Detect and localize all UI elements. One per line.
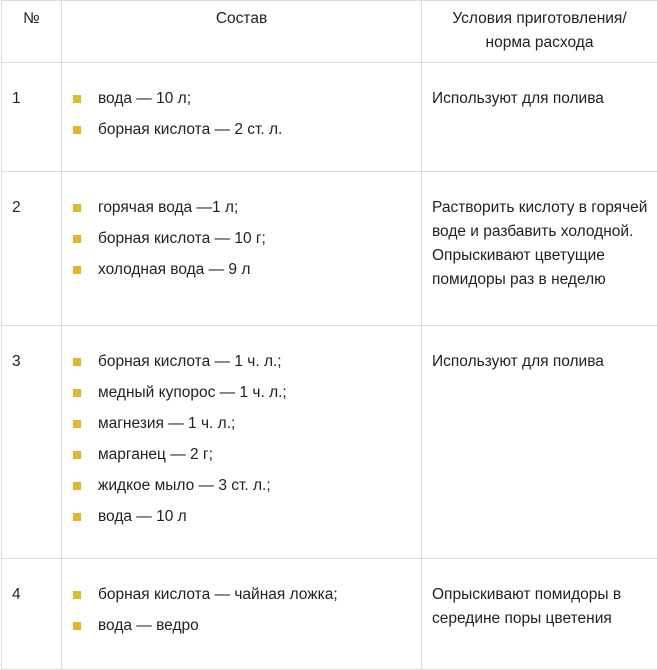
header-composition: Состав — [62, 1, 422, 63]
table-header-row — [2, 1, 657, 63]
ingredient-text: медный купорос — 1 ч. л.; — [98, 384, 287, 401]
square-bullet-icon — [73, 95, 81, 103]
list-item — [72, 505, 415, 529]
ingredient-text: холодная вода — 9 л — [98, 261, 250, 278]
table-row — [2, 326, 657, 559]
row-number: 2 — [2, 172, 62, 326]
ingredient-list — [72, 350, 415, 529]
row-number: 3 — [2, 326, 62, 559]
composition-cell — [62, 172, 422, 326]
condition-cell: Используют для полива — [422, 326, 657, 559]
square-bullet-icon — [73, 389, 81, 397]
condition-cell: Используют для полива — [422, 63, 657, 172]
ingredient-text: вода — ведро — [98, 617, 199, 634]
ingredient-text: борная кислота — 1 ч. л.; — [98, 353, 282, 370]
ingredient-text: магнезия — 1 ч. л.; — [98, 415, 235, 432]
square-bullet-icon — [73, 266, 81, 274]
list-item — [72, 412, 415, 436]
square-bullet-icon — [73, 204, 81, 212]
square-bullet-icon — [73, 622, 81, 630]
condition-cell: Опрыскивают помидоры в середине поры цветения — [422, 559, 657, 670]
ingredient-list — [72, 196, 415, 282]
composition-cell — [62, 326, 422, 559]
square-bullet-icon — [73, 513, 81, 521]
list-item — [72, 118, 415, 142]
ingredient-text: борная кислота — чайная ложка; — [98, 586, 338, 603]
table-row — [2, 63, 657, 172]
list-item — [72, 350, 415, 374]
ingredient-text: борная кислота — 10 г; — [98, 230, 266, 247]
ingredient-text: марганец — 2 г; — [98, 446, 213, 463]
ingredient-text: горячая вода —1 л; — [98, 199, 238, 216]
ingredient-text: жидкое мыло — 3 ст. л.; — [98, 477, 271, 494]
recipes-table — [1, 0, 657, 670]
ingredient-list — [72, 87, 415, 142]
row-number: 4 — [2, 559, 62, 670]
condition-cell: Растворить кислоту в горячей воде и разбавить холодной. Опрыскивают цветущие помидоры раз в неделю — [422, 172, 657, 326]
list-item — [72, 227, 415, 251]
list-item — [72, 474, 415, 498]
header-number: № — [2, 1, 62, 63]
ingredient-list — [72, 583, 415, 638]
list-item — [72, 583, 415, 607]
square-bullet-icon — [73, 358, 81, 366]
list-item — [72, 196, 415, 220]
ingredient-text: вода — 10 л; — [98, 90, 191, 107]
list-item — [72, 614, 415, 638]
list-item — [72, 87, 415, 111]
list-item — [72, 258, 415, 282]
ingredient-text: вода — 10 л — [98, 508, 187, 525]
row-number: 1 — [2, 63, 62, 172]
square-bullet-icon — [73, 420, 81, 428]
composition-cell — [62, 63, 422, 172]
square-bullet-icon — [73, 482, 81, 490]
header-conditions: Условия приготовления/ норма расхода — [422, 1, 657, 63]
square-bullet-icon — [73, 591, 81, 599]
list-item — [72, 381, 415, 405]
ingredient-text: борная кислота — 2 ст. л. — [98, 121, 282, 138]
list-item — [72, 443, 415, 467]
square-bullet-icon — [73, 126, 81, 134]
square-bullet-icon — [73, 451, 81, 459]
square-bullet-icon — [73, 235, 81, 243]
composition-cell — [62, 559, 422, 670]
table-row — [2, 172, 657, 326]
table-row — [2, 559, 657, 670]
